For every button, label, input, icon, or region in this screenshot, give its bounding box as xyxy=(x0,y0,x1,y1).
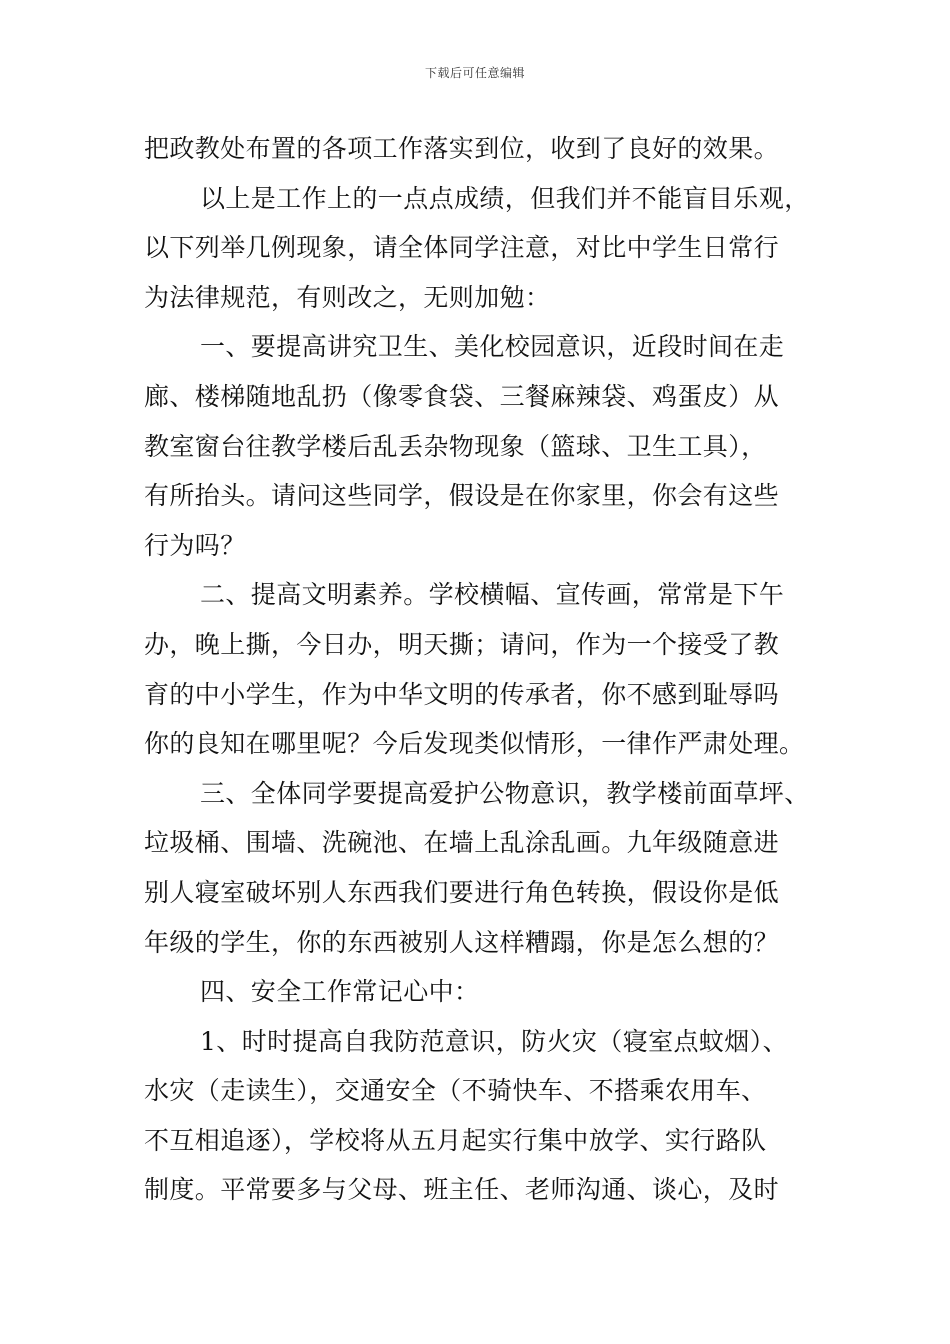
text-line: 有所抬头。请问这些同学，假设是在你家里，你会有这些 xyxy=(144,481,780,511)
text-line: 不互相追逐），学校将从五月起实行集中放学、实行路队 xyxy=(144,1125,767,1155)
text-line: 把政教处布置的各项工作落实到位，收到了良好的效果。 xyxy=(144,134,780,163)
page-header: 下载后可任意编辑 xyxy=(424,66,525,80)
text-line: 四、安全工作常记心中： xyxy=(200,977,480,1007)
text-line: 教室窗台往教学楼后乱丢杂物现象（篮球、卫生工具）， xyxy=(144,431,767,461)
text-line: 别人寝室破坏别人东西我们要进行角色转换，假设你是低 xyxy=(144,877,780,907)
text-line: 1、时时提高自我防范意识，防火灾（寝室点蚊烟）、 xyxy=(200,1026,789,1056)
text-line: 制度。平常要多与父母、班主任、老师沟通、谈心，及时 xyxy=(144,1175,780,1205)
text-line: 你的良知在哪里呢？今后发现类似情形，一律作严肃处理。 xyxy=(144,729,805,759)
text-line: 三、全体同学要提高爱护公物意识，教学楼前面草坪、 xyxy=(200,778,810,808)
text-line: 年级的学生，你的东西被别人这样糟蹋，你是怎么想的？ xyxy=(144,927,780,957)
text-line: 水灾（走读生），交通安全（不骑快车、不搭乘农用车、 xyxy=(144,1076,767,1106)
text-line: 廊、楼梯随地乱扔（像零食袋、三餐麻辣袋、鸡蛋皮）从 xyxy=(144,381,780,411)
text-line: 二、提高文明素养。学校横幅、宣传画，常常是下午 xyxy=(200,580,785,610)
text-line: 以上是工作上的一点点成绩，但我们并不能盲目乐观， xyxy=(200,183,810,213)
document-body xyxy=(144,124,814,1215)
text-line: 行为吗？ xyxy=(144,530,246,560)
text-line: 一、要提高讲究卫生、美化校园意识，近段时间在走 xyxy=(200,332,785,362)
text-line: 为法律规范，有则改之，无则加勉： xyxy=(144,282,551,312)
text-line: 办，晚上撕，今日办，明天撕；请问，作为一个接受了教 xyxy=(144,629,780,659)
text-line: 育的中小学生，作为中华文明的传承者，你不感到耻辱吗 xyxy=(144,679,780,709)
text-line: 以下列举几例现象，请全体同学注意，对比中学生日常行 xyxy=(144,233,780,263)
text-line: 垃圾桶、围墙、洗碗池、在墙上乱涂乱画。九年级随意进 xyxy=(144,828,780,858)
